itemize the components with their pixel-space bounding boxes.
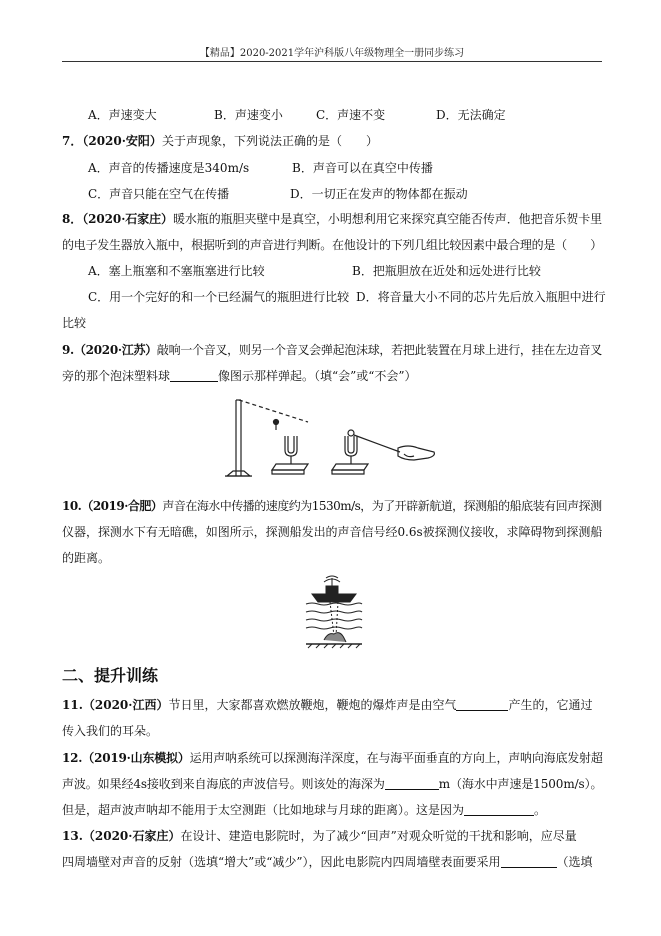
q12-number: 12.（2019·山东模拟） xyxy=(62,751,190,765)
q13-text-2a: 四周墙壁对声音的反射（选填“增大”或“减少”），因此电影院内四周墙壁表面要采用 xyxy=(62,855,501,869)
q10-line-1 xyxy=(62,498,602,514)
q8-line-1 xyxy=(62,211,602,227)
q8-text-1: 暖水瓶的瓶胆夹壁中是真空，小明想利用它来探究真空能否传声．他把音乐贺卡里 xyxy=(172,212,603,226)
q10-text-1: 声音在海水中传播的速度约为1530m/s，为了开辟新航道，探测船的船底装有回声探测 xyxy=(162,499,602,513)
q7-option-c: C．声音只能在空气在传播 xyxy=(88,187,230,201)
q7-option-a: A．声音的传播速度是340m/s xyxy=(88,161,250,175)
q13-line-1 xyxy=(62,828,577,844)
q13-number: 13.（2020·石家庄） xyxy=(62,829,181,843)
q8-number: 8．（2020·石家庄） xyxy=(62,212,173,226)
page-header: 【精品】2020-2021学年沪科版八年级物理全一册同步练习 xyxy=(199,48,465,59)
q7-number: 7．（2020·安阳） xyxy=(62,134,162,148)
q8-option-b: B．把瓶胆放在近处和远处进行比较 xyxy=(352,264,541,278)
q13-text-2b: （选填 xyxy=(556,855,593,869)
q9-number: 9.（2020·江苏） xyxy=(62,343,157,357)
q10-line-3: 的距离。 xyxy=(62,551,111,565)
sonar-ship-figure xyxy=(304,572,364,652)
q8-option-c: C．用一个完好的和一个已经漏气的瓶胆进行比较 xyxy=(88,290,350,304)
q8-option-a: A．塞上瓶塞和不塞瓶塞进行比较 xyxy=(88,264,265,278)
q11-answer-blank[interactable] xyxy=(456,698,508,711)
q12-text-3b: 。 xyxy=(534,803,547,817)
q7-text: 关于声现象，下列说法正确的是（ ） xyxy=(161,134,378,148)
q7-option-d: D．一切正在发声的物体都在振动 xyxy=(290,187,468,201)
q7-stem xyxy=(62,133,378,149)
q9-text-1: 敲响一个音叉，则另一个音叉会弹起泡沫球，若把此装置在月球上进行，挂在左边音叉 xyxy=(156,343,602,357)
q12-text-3a: 但是，超声波声呐却不能用于太空测距（比如地球与月球的距离）。这是因为 xyxy=(62,803,465,817)
q12-line-3 xyxy=(62,802,546,818)
q11-line-1 xyxy=(62,697,593,713)
q12-text-2b: m（海水中声速是1500m/s）。 xyxy=(438,777,603,791)
q12-line-1 xyxy=(62,750,603,766)
q7-option-b: B．声音可以在真空中传播 xyxy=(292,161,433,175)
q6-option-c: C．声速不变 xyxy=(316,108,386,122)
q9-text-2b: 像图示那样弹起。（填“会”或“不会”） xyxy=(218,369,417,383)
header-rule xyxy=(62,61,602,62)
q6-option-d: D．无法确定 xyxy=(436,108,506,122)
q8-line-2: 的电子发生器放入瓶中，根据听到的声音进行判断。在他设计的下列几组比较因素中最合理的是（ ） xyxy=(62,238,603,252)
q12-text-2a: 声波。如果经4s接收到来自海底的声波信号。则该处的海深为 xyxy=(62,777,385,791)
q10-line-2: 仪器，探测水下有无暗礁，如图所示，探测船发出的声音信号经0.6s被探测仪接收，求障碍物到探测船 xyxy=(62,525,603,539)
tuning-fork-figure xyxy=(222,392,436,484)
q10-number: 10.（2019·合肥） xyxy=(62,499,163,513)
q12-text-1: 运用声呐系统可以探测海洋深度，在与海平面垂直的方向上，声呐向海底发射超 xyxy=(189,751,603,765)
q11-number: 11.（2020·江西） xyxy=(62,698,169,712)
q9-line-1 xyxy=(62,342,602,358)
q6-option-a: A．声速变大 xyxy=(88,108,157,122)
q13-line-2 xyxy=(62,854,593,870)
q8-option-d: D．将音量大小不同的芯片先后放入瓶胆中进行 xyxy=(356,290,606,304)
q12-reason-blank[interactable] xyxy=(464,803,534,816)
q12-line-2 xyxy=(62,776,602,792)
q13-text-1: 在设计、建造电影院时，为了减少“回声”对观众听觉的干扰和影响，应尽量 xyxy=(180,829,577,843)
q12-depth-blank[interactable] xyxy=(385,777,439,790)
q11-text-1b: 产生的，它通过 xyxy=(508,698,593,712)
q6-option-b: B．声速变小 xyxy=(214,108,283,122)
q11-text-1a: 节日里，大家都喜欢燃放鞭炮，鞭炮的爆炸声是由空气 xyxy=(168,698,457,712)
section-title: 二、提升训练 xyxy=(62,666,159,685)
q13-answer-blank[interactable] xyxy=(501,855,557,868)
q11-line-2: 传入我们的耳朵。 xyxy=(62,724,159,738)
q8-option-d-cont: 比较 xyxy=(62,316,87,330)
q9-line-2 xyxy=(62,368,417,384)
q9-answer-blank[interactable] xyxy=(170,369,218,382)
q9-text-2a: 旁的那个泡沫塑料球 xyxy=(62,369,171,383)
